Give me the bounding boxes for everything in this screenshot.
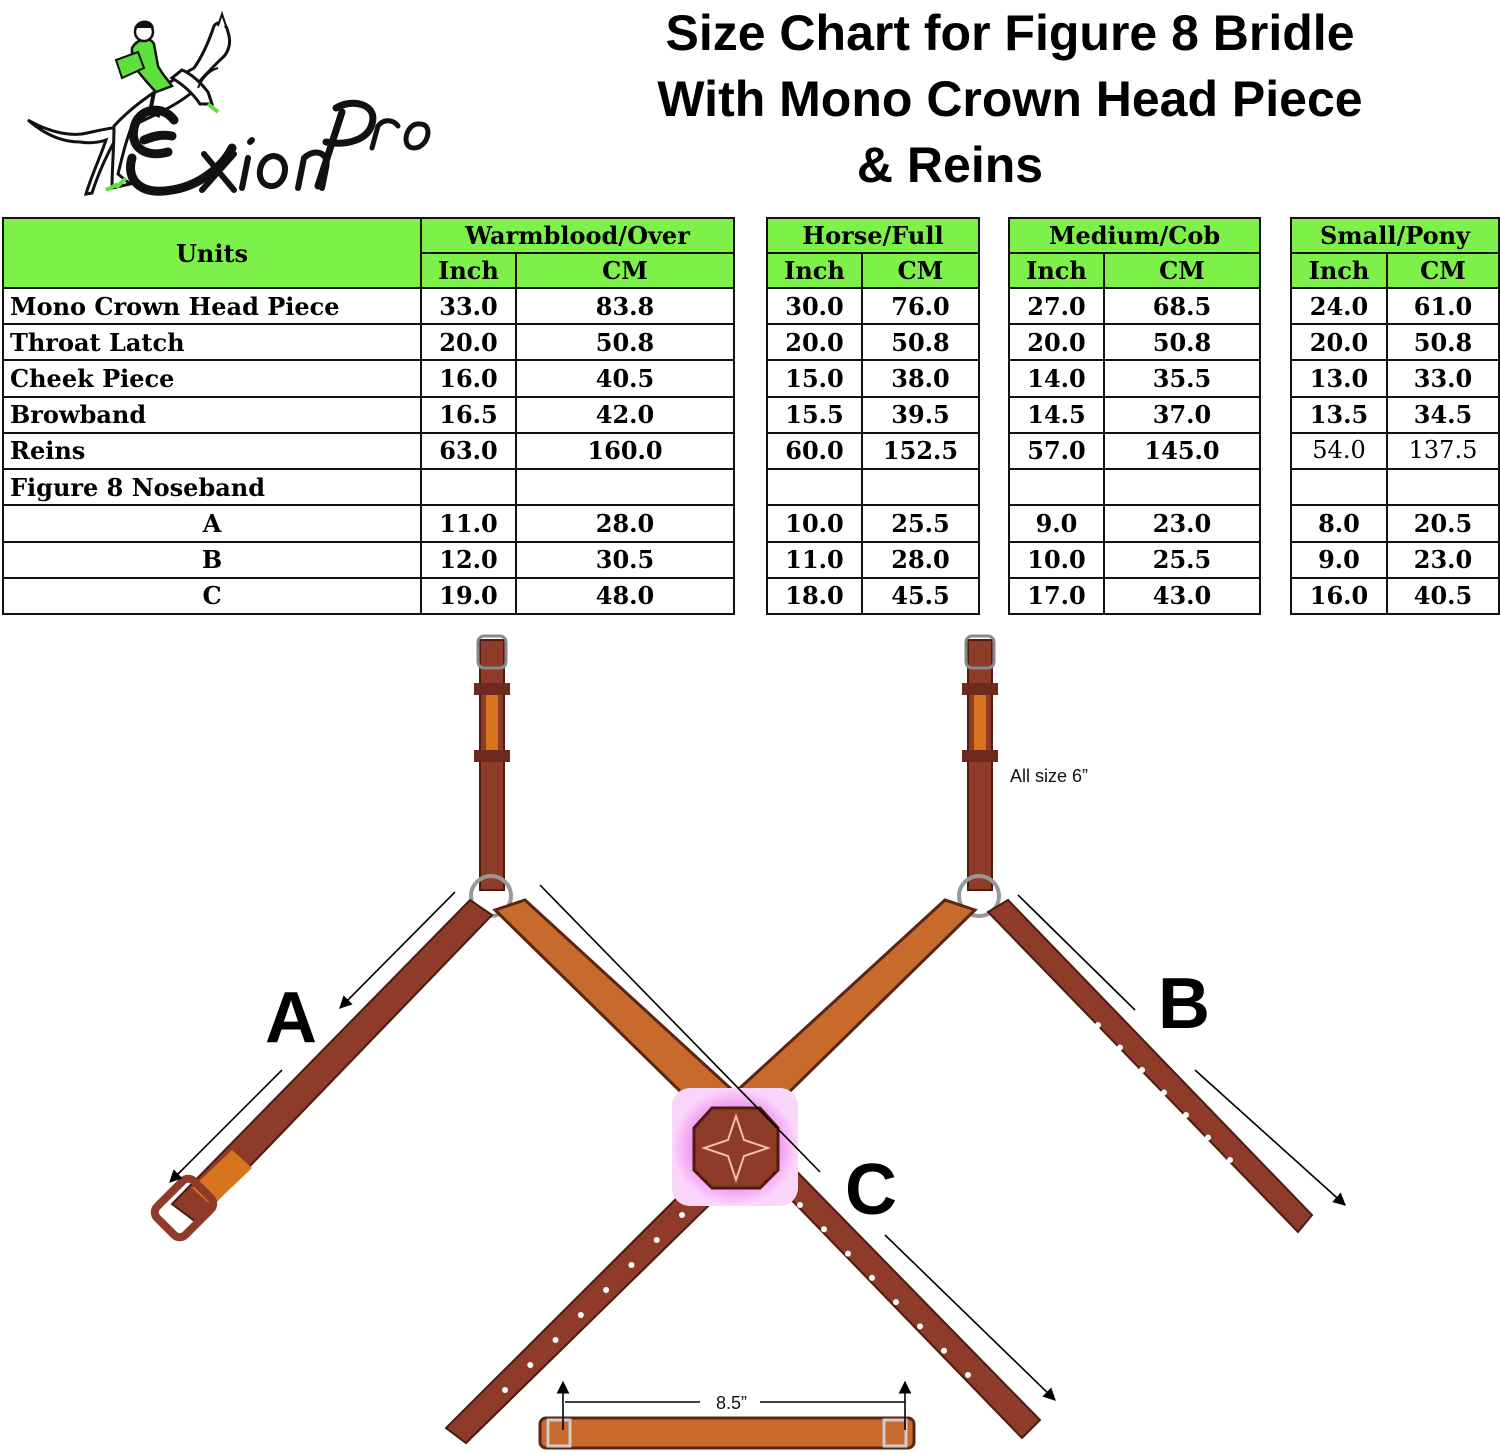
row-label: B bbox=[3, 542, 421, 578]
cm-cell: 145.0 bbox=[1104, 433, 1260, 469]
inch-cell: 12.0 bbox=[421, 542, 516, 578]
table-row bbox=[1009, 397, 1260, 433]
cm-cell: 50.8 bbox=[1387, 324, 1499, 360]
table-row bbox=[767, 469, 979, 505]
cm-cell bbox=[1387, 469, 1499, 505]
cm-cell: 76.0 bbox=[862, 288, 979, 324]
cm-cell: 40.5 bbox=[1387, 578, 1499, 614]
table-row bbox=[3, 324, 734, 360]
group-header-horse: Horse/Full bbox=[767, 218, 979, 253]
strap-hole bbox=[941, 1348, 947, 1354]
cm-cell: 38.0 bbox=[862, 360, 979, 396]
title-line-3: & Reins bbox=[856, 137, 1044, 193]
inch-cell: 14.0 bbox=[1009, 360, 1104, 396]
cm-cell: 39.5 bbox=[862, 397, 979, 433]
noseband-diagram bbox=[0, 630, 1500, 1453]
inch-cell: 20.0 bbox=[767, 324, 862, 360]
strap-hole bbox=[1095, 1022, 1101, 1028]
cm-cell: 25.5 bbox=[1104, 542, 1260, 578]
inch-cell: 19.0 bbox=[421, 578, 516, 614]
top-strap-left bbox=[471, 636, 511, 916]
table-row bbox=[767, 360, 979, 396]
all-size-note: All size 6” bbox=[1010, 766, 1089, 786]
cm-cell: 48.0 bbox=[516, 578, 734, 614]
table-row bbox=[767, 397, 979, 433]
strap-hole bbox=[502, 1387, 508, 1393]
table-row bbox=[3, 469, 734, 505]
inch-cell: 33.0 bbox=[421, 288, 516, 324]
inch-cell: 20.0 bbox=[1291, 324, 1387, 360]
center-rosette bbox=[672, 1088, 798, 1206]
table-row bbox=[3, 288, 734, 324]
strap-hole bbox=[1183, 1112, 1189, 1118]
table-row bbox=[1291, 505, 1499, 541]
strap-hole bbox=[893, 1299, 899, 1305]
table-row bbox=[3, 360, 734, 396]
table-row bbox=[3, 433, 734, 469]
table-row bbox=[767, 433, 979, 469]
strap-hole bbox=[1139, 1067, 1145, 1073]
inch-cell: 60.0 bbox=[767, 433, 862, 469]
table-row bbox=[3, 578, 734, 614]
cm-cell: 61.0 bbox=[1387, 288, 1499, 324]
cm-cell: 34.5 bbox=[1387, 397, 1499, 433]
inch-cell: 10.0 bbox=[767, 505, 862, 541]
cm-cell: 43.0 bbox=[1104, 578, 1260, 614]
inch-header: Inch bbox=[1009, 253, 1104, 288]
inch-cell bbox=[1009, 469, 1104, 505]
inch-header: Inch bbox=[421, 253, 516, 288]
cm-cell: 20.5 bbox=[1387, 505, 1499, 541]
strap-hole bbox=[917, 1323, 923, 1329]
inch-cell: 27.0 bbox=[1009, 288, 1104, 324]
inch-cell: 11.0 bbox=[421, 505, 516, 541]
label-c: C bbox=[845, 1150, 897, 1230]
group-header-small: Small/Pony bbox=[1291, 218, 1499, 253]
inch-cell: 15.0 bbox=[767, 360, 862, 396]
table-row bbox=[1291, 324, 1499, 360]
row-label: Mono Crown Head Piece bbox=[3, 288, 421, 324]
table-row bbox=[1009, 469, 1260, 505]
table-row bbox=[1291, 469, 1499, 505]
table-row bbox=[1009, 542, 1260, 578]
inch-cell: 14.5 bbox=[1009, 397, 1104, 433]
table-row bbox=[1009, 360, 1260, 396]
cm-cell: 28.0 bbox=[516, 505, 734, 541]
cm-cell: 152.5 bbox=[862, 433, 979, 469]
size-table-warmblood bbox=[2, 217, 735, 615]
cm-cell: 37.0 bbox=[1104, 397, 1260, 433]
table-row bbox=[1291, 288, 1499, 324]
row-label: Throat Latch bbox=[3, 324, 421, 360]
cm-cell bbox=[516, 469, 734, 505]
inch-cell: 10.0 bbox=[1009, 542, 1104, 578]
strap-hole bbox=[869, 1275, 875, 1281]
cm-header: CM bbox=[862, 253, 979, 288]
title-line-1: Size Chart for Figure 8 Bridle bbox=[665, 5, 1355, 61]
cm-header: CM bbox=[1104, 253, 1260, 288]
inch-cell: 9.0 bbox=[1291, 542, 1387, 578]
table-row bbox=[1291, 578, 1499, 614]
table-row bbox=[767, 505, 979, 541]
table-row bbox=[1291, 542, 1499, 578]
bottom-pad bbox=[540, 1418, 914, 1448]
inch-cell: 13.0 bbox=[1291, 360, 1387, 396]
top-strap-right bbox=[959, 636, 999, 916]
pad-width-label: 8.5” bbox=[716, 1393, 748, 1413]
title-line-2: With Mono Crown Head Piece bbox=[657, 71, 1363, 127]
cm-header: CM bbox=[516, 253, 734, 288]
inch-cell bbox=[421, 469, 516, 505]
inch-header: Inch bbox=[767, 253, 862, 288]
cm-cell: 33.0 bbox=[1387, 360, 1499, 396]
row-label: C bbox=[3, 578, 421, 614]
label-a: A bbox=[265, 978, 317, 1058]
strap-a bbox=[151, 900, 492, 1241]
cm-cell: 137.5 bbox=[1387, 433, 1499, 469]
table-row bbox=[1009, 324, 1260, 360]
strap-hole bbox=[1161, 1090, 1167, 1096]
logo-wordmark bbox=[131, 103, 428, 191]
inch-cell: 57.0 bbox=[1009, 433, 1104, 469]
strap-hole bbox=[1117, 1045, 1123, 1051]
group-header-medium: Medium/Cob bbox=[1009, 218, 1260, 253]
cm-cell: 42.0 bbox=[516, 397, 734, 433]
inch-cell: 16.5 bbox=[421, 397, 516, 433]
table-row bbox=[1291, 397, 1499, 433]
row-label: A bbox=[3, 505, 421, 541]
strap-hole bbox=[845, 1251, 851, 1257]
size-table-medium bbox=[1008, 217, 1261, 615]
inch-cell: 20.0 bbox=[1009, 324, 1104, 360]
table-row bbox=[767, 578, 979, 614]
cm-cell: 35.5 bbox=[1104, 360, 1260, 396]
size-table-horse bbox=[766, 217, 980, 615]
table-row bbox=[1291, 360, 1499, 396]
table-row bbox=[1009, 578, 1260, 614]
units-header: Units bbox=[3, 218, 421, 288]
inch-cell: 16.0 bbox=[1291, 578, 1387, 614]
cm-cell: 40.5 bbox=[516, 360, 734, 396]
table-row bbox=[3, 505, 734, 541]
cm-cell: 83.8 bbox=[516, 288, 734, 324]
cm-cell: 23.0 bbox=[1104, 505, 1260, 541]
inch-cell: 18.0 bbox=[767, 578, 862, 614]
cm-header: CM bbox=[1387, 253, 1499, 288]
table-row bbox=[767, 542, 979, 578]
strap-hole bbox=[527, 1362, 533, 1368]
row-label: Cheek Piece bbox=[3, 360, 421, 396]
strap-hole bbox=[1227, 1157, 1233, 1163]
inch-cell: 54.0 bbox=[1291, 433, 1387, 469]
strap-hole bbox=[628, 1262, 634, 1268]
cm-cell: 50.8 bbox=[862, 324, 979, 360]
cm-cell bbox=[862, 469, 979, 505]
strap-hole bbox=[679, 1212, 685, 1218]
table-row bbox=[767, 324, 979, 360]
exionpro-logo bbox=[22, 8, 432, 208]
strap-hole bbox=[553, 1337, 559, 1343]
label-b: B bbox=[1158, 964, 1210, 1044]
cm-cell: 68.5 bbox=[1104, 288, 1260, 324]
inch-cell: 17.0 bbox=[1009, 578, 1104, 614]
table-row bbox=[1009, 433, 1260, 469]
page-title bbox=[560, 0, 1460, 198]
cm-cell: 45.5 bbox=[862, 578, 979, 614]
inch-cell: 9.0 bbox=[1009, 505, 1104, 541]
row-label: Figure 8 Noseband bbox=[3, 469, 421, 505]
strap-hole bbox=[578, 1312, 584, 1318]
inch-cell: 30.0 bbox=[767, 288, 862, 324]
table-row bbox=[767, 288, 979, 324]
strap-b bbox=[988, 900, 1312, 1232]
inch-cell: 11.0 bbox=[767, 542, 862, 578]
cm-cell: 28.0 bbox=[862, 542, 979, 578]
strap-hole bbox=[965, 1372, 971, 1378]
cm-cell bbox=[1104, 469, 1260, 505]
strap-hole bbox=[1205, 1135, 1211, 1141]
row-label: Reins bbox=[3, 433, 421, 469]
inch-header: Inch bbox=[1291, 253, 1387, 288]
inch-cell: 24.0 bbox=[1291, 288, 1387, 324]
size-table-small bbox=[1290, 217, 1500, 615]
inch-cell: 15.5 bbox=[767, 397, 862, 433]
inch-cell bbox=[1291, 469, 1387, 505]
inch-cell: 13.5 bbox=[1291, 397, 1387, 433]
row-label: Browband bbox=[3, 397, 421, 433]
cm-cell: 23.0 bbox=[1387, 542, 1499, 578]
table-row bbox=[3, 397, 734, 433]
table-row bbox=[1009, 288, 1260, 324]
strap-hole bbox=[603, 1287, 609, 1293]
cm-cell: 25.5 bbox=[862, 505, 979, 541]
strap-hole bbox=[821, 1226, 827, 1232]
group-header-warmblood: Warmblood/Over bbox=[421, 218, 734, 253]
inch-cell: 16.0 bbox=[421, 360, 516, 396]
inch-cell: 8.0 bbox=[1291, 505, 1387, 541]
inch-cell bbox=[767, 469, 862, 505]
cm-cell: 50.8 bbox=[516, 324, 734, 360]
strap-hole bbox=[654, 1237, 660, 1243]
cm-cell: 30.5 bbox=[516, 542, 734, 578]
inch-cell: 63.0 bbox=[421, 433, 516, 469]
cm-cell: 160.0 bbox=[516, 433, 734, 469]
table-row bbox=[1009, 505, 1260, 541]
strap-hole bbox=[797, 1202, 803, 1208]
inch-cell: 20.0 bbox=[421, 324, 516, 360]
table-row bbox=[3, 542, 734, 578]
cm-cell: 50.8 bbox=[1104, 324, 1260, 360]
table-row bbox=[1291, 433, 1499, 469]
